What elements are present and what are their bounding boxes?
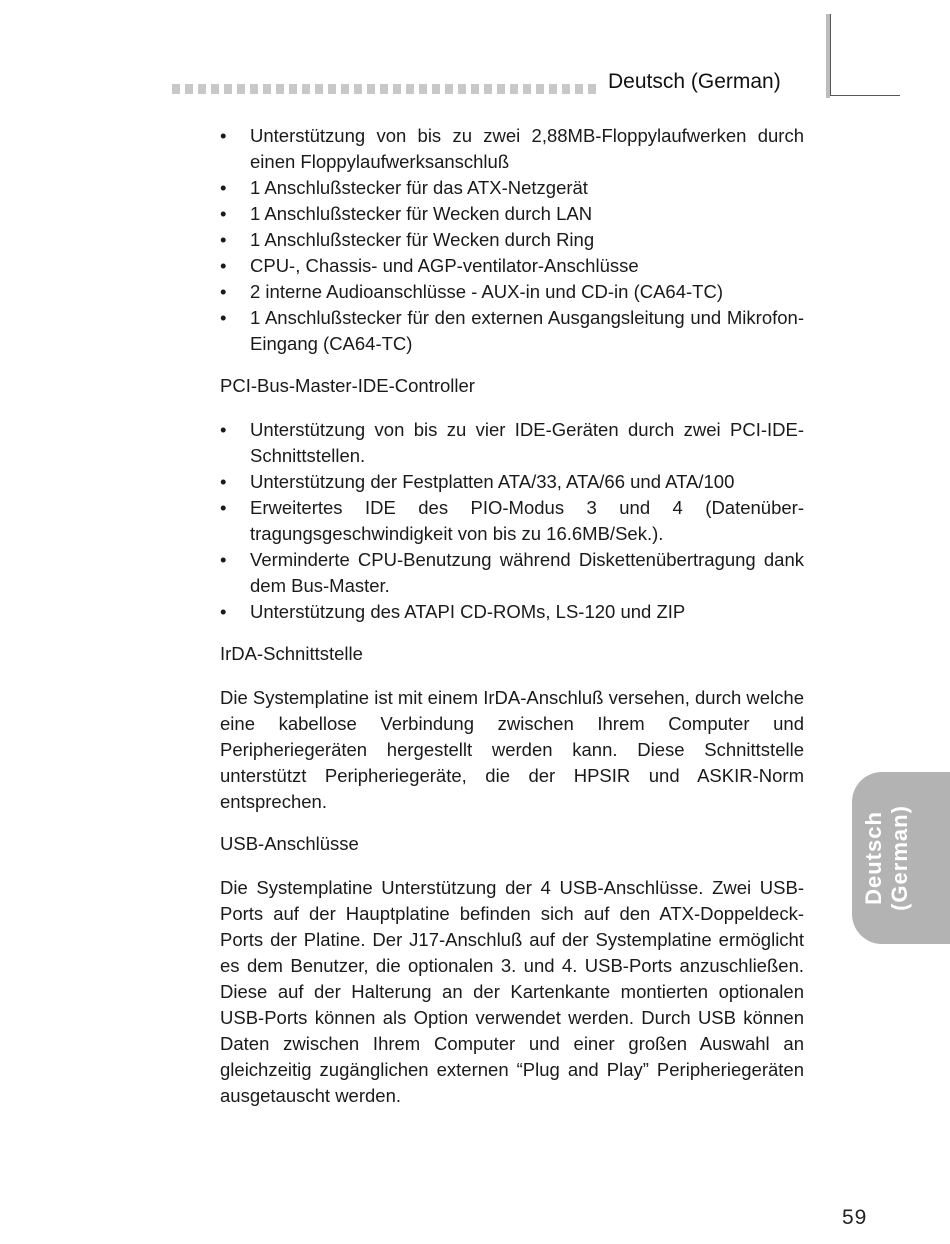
section-heading-ide: PCI-Bus-Master-IDE-Controller: [220, 375, 475, 396]
section-heading-usb: USB-Anschlüsse: [220, 833, 359, 854]
page-number: 59: [842, 1206, 868, 1229]
list-item: • 2 interne Audioanschlüsse - AUX-in und CD-in (CA64-TC): [220, 279, 804, 305]
list-item: • 1 Anschlußstecker für das ATX-Netzgerät: [220, 175, 804, 201]
section-heading-irda: IrDA-Schnittstelle: [220, 643, 363, 664]
list-item: • Unterstützung von bis zu zwei 2,88MB-Floppylaufwerken durch einen Floppylaufwerksanschluß: [220, 123, 804, 175]
list-item: • Unterstützung des ATAPI CD-ROMs, LS-120 und ZIP: [220, 599, 804, 625]
list-item: • Verminderte CPU-Benutzung während Diskettenübertragung dank dem Bus-Master.: [220, 547, 804, 599]
language-side-tab-label: [861, 805, 913, 911]
list-item: • CPU-, Chassis- und AGP-ventilator-Anschlüsse: [220, 253, 804, 279]
list-item: • 1 Anschlußstecker für den externen Ausgangsleitung und Mikrofon-Eingang (CA64-TC): [220, 305, 804, 357]
list-item: • Unterstützung der Festplatten ATA/33, ATA/66 und ATA/100: [220, 469, 804, 495]
ide-bullet-list: [220, 417, 804, 625]
corner-mark-vertical-line: [830, 14, 831, 96]
header-dotted-rule: [172, 84, 600, 94]
side-tab-line-1: Deutsch: [861, 811, 886, 905]
list-item: • Unterstützung von bis zu vier IDE-Geräten durch zwei PCI-IDE-Schnittstellen.: [220, 417, 804, 469]
usb-paragraph: Die Systemplatine Unterstützung der 4 USB-Anschlüsse. Zwei USB-Ports auf der Hauptplatine befinden sich auf den ATX-Doppeldeck-Ports der Platine. Der J17-Anschluß auf der Systemplatine ermöglicht es dem Benutzer, die optionalen 3. und 4. USB-Ports anzuschließen. Diese auf der Halterung an der Kartenkante montierten optionalen USB-Ports können als Option verwendet werden. Durch USB können Daten zwischen Ihrem Computer und einer großen Auswahl an gleichzeitig zugänglichen externen “Plug and Play” Peripheriegeräten ausgetauscht werden.: [220, 877, 804, 1106]
intro-bullet-list: [220, 123, 804, 357]
list-item: • 1 Anschlußstecker für Wecken durch Ring: [220, 227, 804, 253]
side-tab-line-2: (German): [887, 805, 912, 911]
list-item: • Erweitertes IDE des PIO-Modus 3 und 4 (Datenüber-tragungsgeschwindigkeit von bis zu 16.6MB/Sek.).: [220, 495, 804, 547]
corner-mark-horizontal-line: [830, 95, 900, 96]
list-item: • 1 Anschlußstecker für Wecken durch LAN: [220, 201, 804, 227]
irda-paragraph: Die Systemplatine ist mit einem IrDA-Anschluß versehen, durch welche eine kabellose Verbindung zwischen Ihrem Computer und Peripheriegeräten hergestellt werden kann. Diese Schnittstelle unterstützt Peripheriegeräte, die der HPSIR und ASKIR-Norm entsprechen.: [220, 687, 805, 812]
page-header-title: Deutsch (German): [608, 70, 781, 93]
page-content: [220, 123, 804, 1109]
